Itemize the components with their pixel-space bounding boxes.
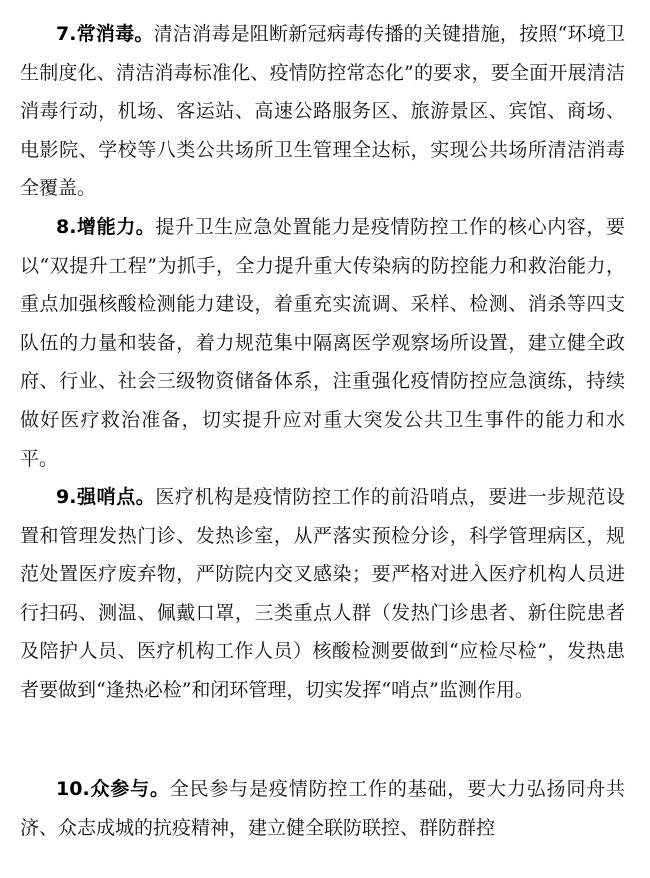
section-body: 全民参与是疫情防控工作的基础，要大力弘扬同舟共济、众志成城的抗疫精神，建立健全联防联控、群防群控: [20, 778, 625, 839]
section-heading: 10.众参与。: [56, 778, 170, 800]
section-paragraph: [20, 208, 625, 478]
section-body: 清洁消毒是阻断新冠病毒传播的关键措施，按照“环境卫生制度化、清洁消毒标准化、疫情防控常态化”的要求，要全面开展清洁消毒行动，机场、客运站、高速公路服务区、旅游景区、宾馆、商场、电影院、学校等八类公共场所卫生管理全达标，实现公共场所清洁消毒全覆盖。: [20, 23, 625, 200]
section-heading: 7.常消毒。: [56, 23, 154, 45]
section-heading: 8.增能力。: [56, 216, 156, 238]
section-paragraph: [20, 15, 625, 208]
section-body: 医疗机构是疫情防控工作的前沿哨点，要进一步规范设置和管理发热门诊、发热诊室，从严落实预检分诊，科学管理病区，规范处置医疗废弃物，严防院内交叉感染；要严格对进入医疗机构人员进行扫码、测温、佩戴口罩，三类重点人群（发热门诊患者、新住院患者及陪护人员、医疗机构工作人员）核酸检测要做到“应检尽检”，发热患者要做到“逢热必检”和闭环管理，切实发挥“哨点”监测作用。: [20, 486, 625, 701]
section-heading: 9.强哨点。: [56, 486, 156, 508]
section-paragraph: [20, 478, 625, 710]
section-body: 提升卫生应急处置能力是疫情防控工作的核心内容，要以“双提升工程”为抓手，全力提升重大传染病的防控能力和救治能力，重点加强核酸检测能力建设，着重充实流调、采样、检测、消杀等四支队伍的力量和装备，着力规范集中隔离医学观察场所设置，建立健全政府、行业、社会三级物资储备体系，注重强化疫情防控应急演练，持续做好医疗救治准备，切实提升应对重大突发公共卫生事件的能力和水平。: [20, 216, 625, 470]
section-paragraph: [20, 770, 625, 847]
